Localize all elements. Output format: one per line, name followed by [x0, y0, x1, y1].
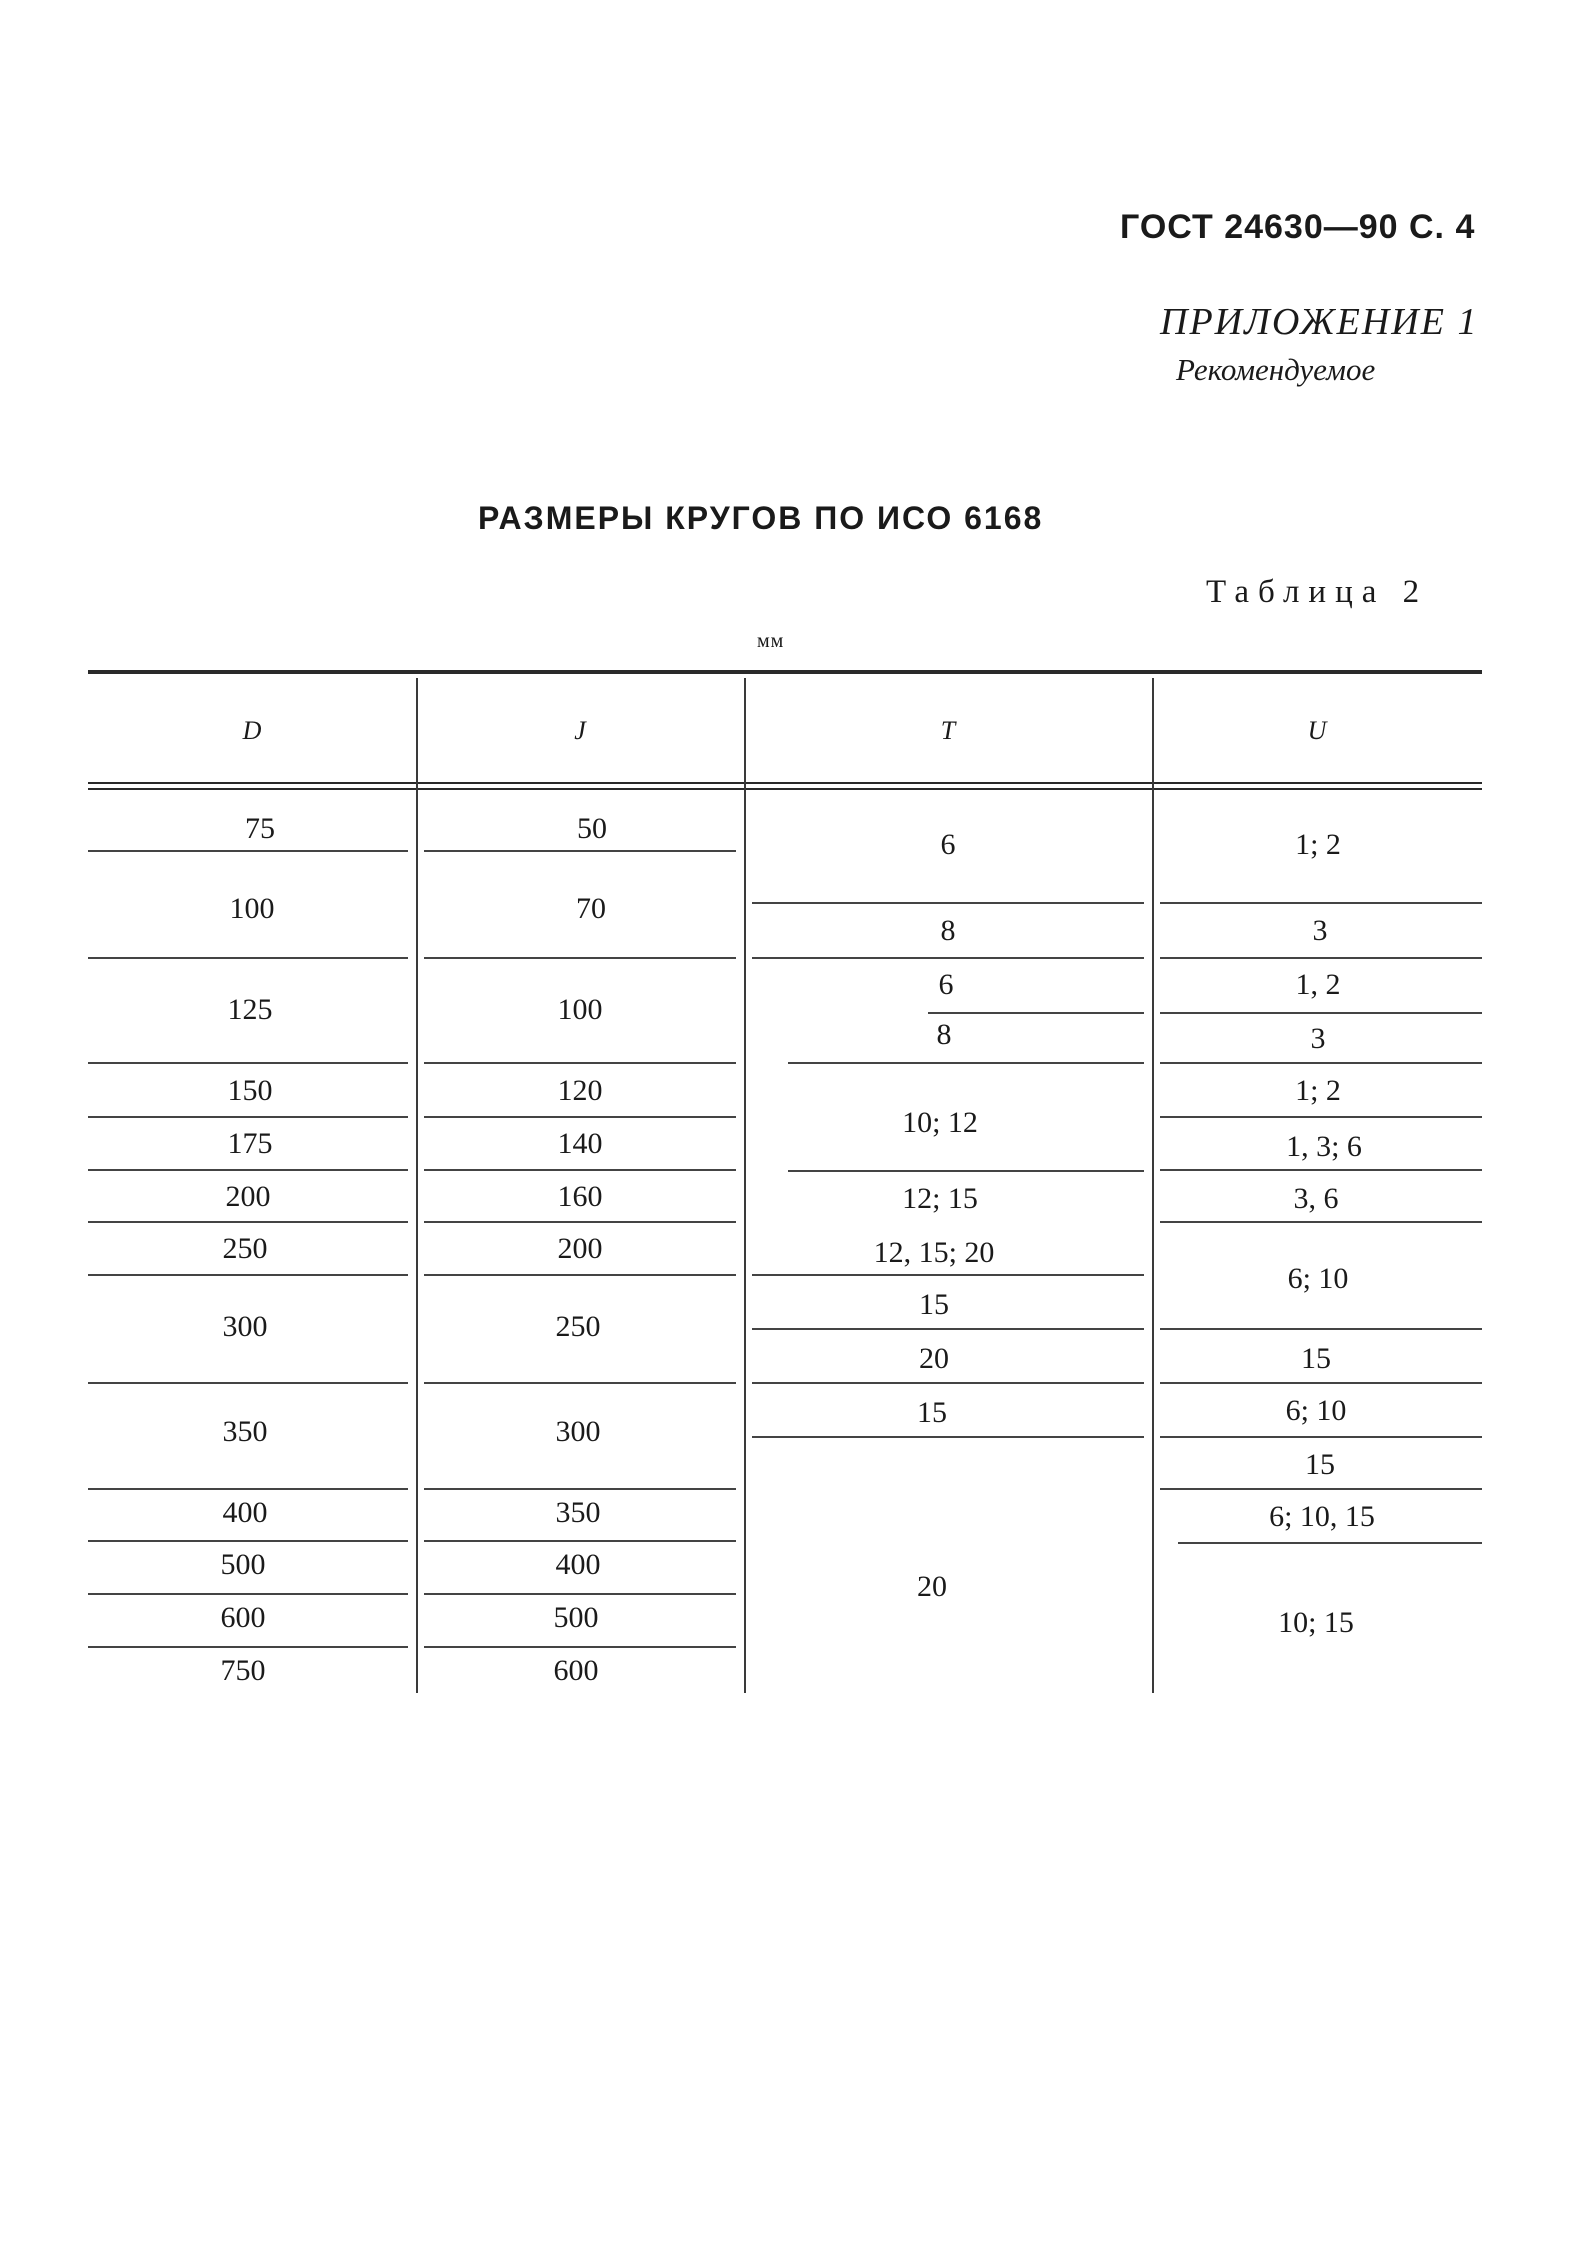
- row-rule: [424, 1540, 736, 1542]
- row-rule: [88, 1593, 408, 1595]
- cell-d: 75: [245, 812, 275, 845]
- column-divider-2: [744, 678, 746, 1693]
- cell-j: 400: [555, 1548, 601, 1581]
- row-rule: [1160, 957, 1482, 959]
- column-header-d: D: [242, 716, 262, 745]
- header-bottom-rule-2: [88, 788, 1482, 790]
- row-rule: [88, 1540, 408, 1542]
- row-rule: [1178, 1542, 1482, 1544]
- cell-d: 500: [220, 1548, 266, 1581]
- cell-u: 3, 6: [1293, 1182, 1339, 1215]
- cell-t: 12; 15: [902, 1182, 978, 1215]
- cell-d: 125: [227, 993, 273, 1026]
- cell-u: 1; 2: [1295, 1074, 1341, 1107]
- cell-d: 200: [225, 1180, 271, 1213]
- cell-t: 20: [917, 1570, 947, 1603]
- cell-d: 175: [227, 1127, 273, 1160]
- row-rule: [88, 1646, 408, 1648]
- cell-u: 1, 3; 6: [1286, 1130, 1362, 1163]
- cell-j: 50: [577, 812, 607, 845]
- cell-u: 1, 2: [1295, 968, 1341, 1001]
- cell-d: 250: [222, 1232, 268, 1265]
- cell-j: 300: [555, 1415, 601, 1448]
- row-rule: [1160, 1012, 1482, 1014]
- cell-t: 20: [919, 1342, 949, 1375]
- cell-t: 12, 15; 20: [873, 1236, 995, 1269]
- row-rule: [424, 1062, 736, 1064]
- row-rule: [752, 1328, 1144, 1330]
- cell-d: 750: [220, 1654, 266, 1687]
- row-rule: [424, 1646, 736, 1648]
- appendix-label: ПРИЛОЖЕНИЕ 1: [1160, 301, 1479, 343]
- row-rule: [424, 1382, 736, 1384]
- cell-d: 100: [229, 892, 275, 925]
- column-divider-1: [416, 678, 418, 1693]
- row-rule: [752, 902, 1144, 904]
- cell-j: 70: [576, 892, 606, 925]
- table-label: Таблица 2: [1206, 574, 1429, 610]
- standard-number: ГОСТ 24630—90 С. 4: [1120, 208, 1476, 246]
- cell-d: 400: [222, 1496, 268, 1529]
- cell-t: 15: [917, 1396, 947, 1429]
- column-header-u: U: [1307, 716, 1327, 745]
- cell-j: 600: [553, 1654, 599, 1687]
- row-rule: [752, 957, 1144, 959]
- cell-u: 3: [1310, 1022, 1326, 1055]
- cell-j: 160: [557, 1180, 603, 1213]
- row-rule: [1160, 902, 1482, 904]
- row-rule: [424, 1116, 736, 1118]
- cell-t: 10; 12: [902, 1106, 978, 1139]
- cell-u: 6; 10, 15: [1269, 1500, 1375, 1533]
- row-rule: [1160, 1436, 1482, 1438]
- row-rule: [1160, 1488, 1482, 1490]
- cell-j: 350: [555, 1496, 601, 1529]
- row-rule: [1160, 1116, 1482, 1118]
- row-rule: [1160, 1328, 1482, 1330]
- cell-u: 6; 10: [1287, 1262, 1349, 1295]
- cell-d: 600: [220, 1601, 266, 1634]
- appendix-status: Рекомендуемое: [1176, 352, 1376, 387]
- row-rule: [424, 1221, 736, 1223]
- row-rule: [88, 1274, 408, 1276]
- column-divider-3: [1152, 678, 1154, 1693]
- row-rule: [424, 1169, 736, 1171]
- header-bottom-rule: [88, 782, 1482, 784]
- cell-j: 250: [555, 1310, 601, 1343]
- row-rule: [1160, 1221, 1482, 1223]
- cell-t: 8: [940, 914, 956, 947]
- row-rule: [752, 1436, 1144, 1438]
- row-rule: [88, 1488, 408, 1490]
- row-rule: [88, 1382, 408, 1384]
- cell-d: 300: [222, 1310, 268, 1343]
- cell-u: 6; 10: [1285, 1394, 1347, 1427]
- row-rule: [424, 1488, 736, 1490]
- row-rule: [424, 1274, 736, 1276]
- cell-u: 1; 2: [1295, 828, 1341, 861]
- row-rule: [424, 1593, 736, 1595]
- cell-t: 15: [919, 1288, 949, 1321]
- cell-u: 3: [1312, 914, 1328, 947]
- row-rule: [88, 1169, 408, 1171]
- cell-t: 6: [938, 968, 954, 1001]
- cell-j: 500: [553, 1601, 599, 1634]
- row-rule: [752, 1274, 1144, 1276]
- page-title: РАЗМЕРЫ КРУГОВ ПО ИСО 6168: [478, 500, 1044, 536]
- row-rule: [88, 1062, 408, 1064]
- row-rule: [788, 1062, 1144, 1064]
- row-rule: [1160, 1169, 1482, 1171]
- row-rule: [752, 1382, 1144, 1384]
- row-rule: [88, 1221, 408, 1223]
- row-rule: [1160, 1382, 1482, 1384]
- row-rule: [88, 1116, 408, 1118]
- row-rule: [928, 1012, 1144, 1014]
- cell-u: 15: [1305, 1448, 1335, 1481]
- cell-t: 6: [940, 828, 956, 861]
- column-header-j: J: [574, 716, 586, 745]
- table-top-rule: [88, 670, 1482, 674]
- row-rule: [1160, 1062, 1482, 1064]
- row-rule: [88, 957, 408, 959]
- dimensions-table: [88, 670, 1482, 1696]
- row-rule: [788, 1170, 1144, 1172]
- row-rule: [88, 850, 408, 852]
- cell-j: 140: [557, 1127, 603, 1160]
- row-rule: [424, 957, 736, 959]
- cell-u: 10; 15: [1278, 1606, 1354, 1639]
- cell-j: 200: [557, 1232, 603, 1265]
- cell-t: 8: [936, 1018, 952, 1051]
- cell-j: 100: [557, 993, 603, 1026]
- cell-d: 350: [222, 1415, 268, 1448]
- row-rule: [424, 850, 736, 852]
- cell-u: 15: [1301, 1342, 1331, 1375]
- cell-d: 150: [227, 1074, 273, 1107]
- column-header-t: T: [940, 716, 956, 745]
- cell-j: 120: [557, 1074, 603, 1107]
- table-unit: мм: [757, 630, 785, 652]
